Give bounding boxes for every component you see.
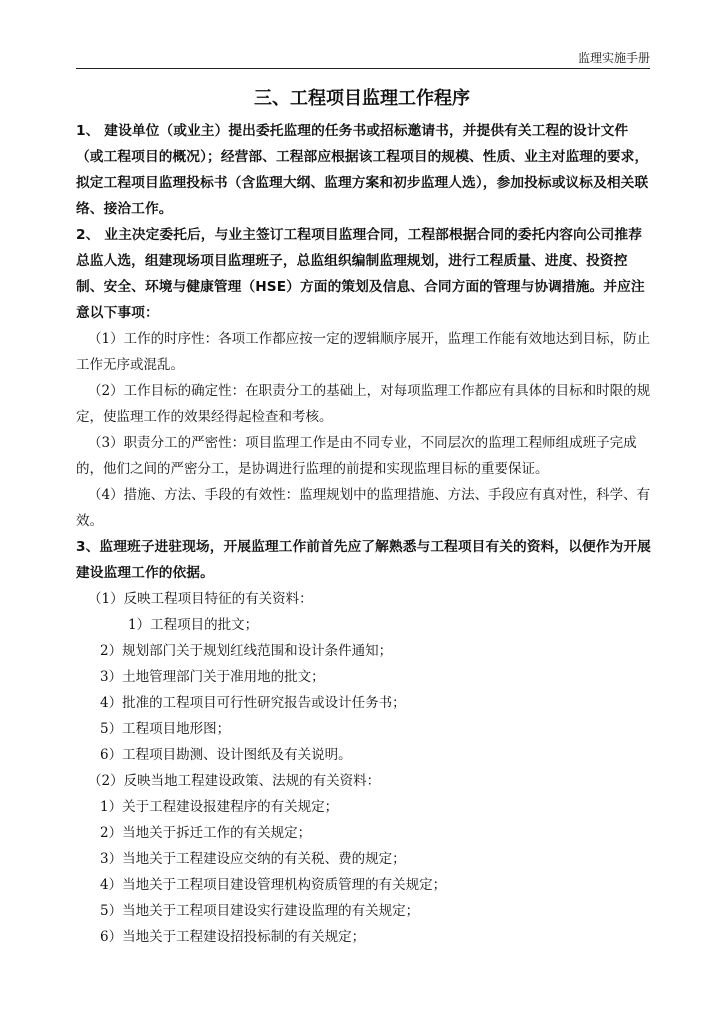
list-item-g2-1: 1）关于工程建设报建程序的有关规定； bbox=[100, 799, 339, 815]
page-title: 三、工程项目监理工作程序 bbox=[254, 88, 470, 109]
list-item-g1-2: 2）规划部门关于规划红线范围和设计条件通知； bbox=[100, 643, 393, 659]
list-item-g1-5: 5）工程项目地形图； bbox=[100, 721, 231, 737]
document-body bbox=[76, 118, 654, 950]
list-item-g1-1: 1）工程项目的批文； bbox=[128, 617, 259, 633]
list-item-s2-2: （2）工作目标的确定性：在职责分工的基础上，对每项监理工作都应有具体的目标和时限的规定，使监理工作的效果经得起检查和考核。 bbox=[76, 383, 651, 425]
list-item-g1-6: 6）工程项目勘测、设计图纸及有关说明。 bbox=[100, 747, 352, 763]
list-item-g1-4: 4）批准的工程项目可行性研究报告或设计任务书； bbox=[100, 695, 406, 711]
running-header: 监理实施手册 bbox=[76, 50, 650, 69]
list-item-g2-6: 6）当地关于工程建设招投标制的有关规定； bbox=[100, 929, 366, 945]
subheading-group-1: （1）反映工程项目特征的有关资料： bbox=[88, 591, 313, 607]
list-item-g2-5: 5）当地关于工程项目建设实行建设监理的有关规定； bbox=[100, 903, 420, 919]
paragraph-section-3: 3、监理班子进驻现场，开展监理工作前首先应了解熟悉与工程项目有关的资料，以便作为开展建设监理工作的依据。 bbox=[76, 539, 651, 581]
list-item-s2-4: （4）措施、方法、手段的有效性：监理规划中的监理措施、方法、手段应有真对性，科学、有效。 bbox=[76, 487, 651, 529]
list-item-s2-1: （1）工作的时序性：各项工作都应按一定的逻辑顺序展开，监理工作能有效地达到目标，防止工作无序或混乱。 bbox=[76, 331, 651, 373]
list-item-g2-3: 3）当地关于工程建设应交纳的有关税、费的规定； bbox=[100, 851, 406, 867]
list-item-s2-3: （3）职责分工的严密性：项目监理工作是由不同专业，不同层次的监理工程师组成班子完成的，他们之间的严密分工，是协调进行监理的前提和实现监理目标的重要保证。 bbox=[76, 435, 637, 477]
list-item-g2-4: 4）当地关于工程项目建设管理机构资质管理的有关规定； bbox=[100, 877, 447, 893]
paragraph-section-2: 2、 业主决定委托后，与业主签订工程项目监理合同，工程部根据合同的委托内容向公司推荐总监人选，组建现场项目监理班子，总监组织编制监理规划，进行工程质量、进度、投资控制、安全、环境与健康管理（HSE）方面的策划及信息、合同方面的管理与协调措施。并应注意以下事项： bbox=[76, 227, 645, 321]
list-item-g1-3: 3）土地管理部门关于准用地的批文； bbox=[100, 669, 325, 685]
list-item-g2-2: 2）当地关于拆迁工作的有关规定； bbox=[100, 825, 312, 841]
subheading-group-2: （2）反映当地工程建设政策、法规的有关资料： bbox=[88, 773, 381, 789]
paragraph-section-1: 1、 建设单位（或业主）提出委托监理的任务书或招标邀请书，并提供有关工程的设计文件（或工程项目的概况）；经营部、工程部应根据该工程项目的规模、性质、业主对监理的要求，拟定工程项目监理投标书（含监理大纲、监理方案和初步监理人选），参加投标或议标及相关联络、接洽工作。 bbox=[76, 123, 649, 217]
